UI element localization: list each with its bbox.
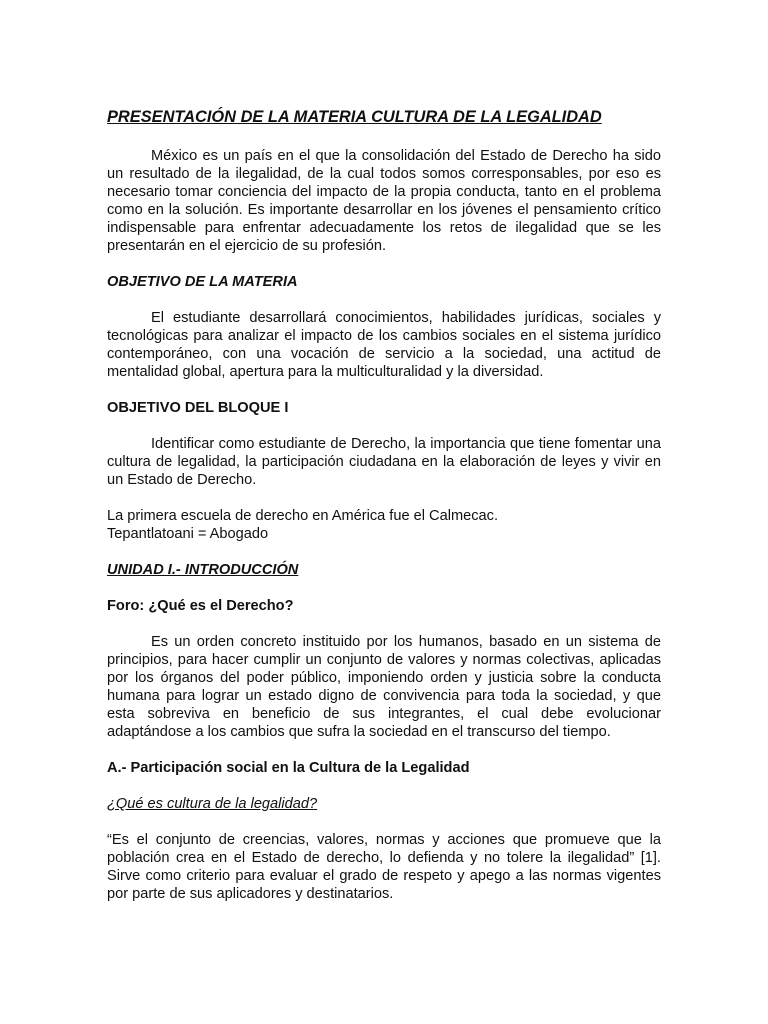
unidad-heading: UNIDAD I.- INTRODUCCIÓN	[107, 562, 299, 578]
objetivo-bloque-heading: OBJETIVO DEL BLOQUE I	[107, 400, 289, 416]
section-a-heading: A.- Participación social en la Cultura de la Legalidad	[107, 760, 470, 776]
note-line-calmecac: La primera escuela de derecho en América fue el Calmecac.	[107, 508, 498, 524]
note-line-tepantlatoani: Tepantlatoani = Abogado	[107, 526, 269, 542]
document-title: PRESENTACIÓN DE LA MATERIA CULTURA DE LA LEGALIDAD	[107, 108, 602, 126]
question-heading: ¿Qué es cultura de la legalidad?	[107, 796, 318, 812]
objetivo-materia-heading: OBJETIVO DE LA MATERIA	[107, 274, 298, 290]
objetivo-materia-paragraph: El estudiante desarrollará conocimientos, habilidades jurídicas, sociales y tecnológicas para analizar el impacto de los cambios sociales en el sistema jurídico contemporáneo, con una vocación de servicio a la sociedad, una actitud de mentalidad global, apertura para la multiculturalidad y la diversidad.	[107, 310, 661, 380]
intro-paragraph: México es un país en el que la consolidación del Estado de Derecho ha sido un resultado de la ilegalidad, de la cual todos somos corresponsables, por eso es necesario tomar conciencia del impacto de la propia conducta, tanto en el problema como en la solución. Es importante desarrollar en los jóvenes el pensamiento crítico indispensable para enfrentar adecuadamente los retos de ilegalidad que se les presentarán en el ejercicio de su profesión.	[107, 148, 661, 254]
objetivo-bloque-paragraph: Identificar como estudiante de Derecho, la importancia que tiene fomentar una cultura de legalidad, la participación ciudadana en la elaboración de leyes y vivir en un Estado de Derecho.	[107, 436, 661, 488]
definition-paragraph: “Es el conjunto de creencias, valores, normas y acciones que promueve que la población crea en el Estado de derecho, lo defienda y no tolere la ilegalidad” [1]. Sirve como criterio para evaluar el grado de respeto y apego a las normas vigentes por parte de sus aplicadores y destinatarios.	[107, 832, 661, 902]
foro-paragraph: Es un orden concreto instituido por los humanos, basado en un sistema de principios, para hacer cumplir un conjunto de valores y normas colectivas, aplicadas por los órganos del poder público, imponiendo orden y justicia sobre la conducta humana para lograr un estado digno de convivencia para toda la sociedad, y que esta sobreviva en beneficio de sus integrantes, el cual debe evolucionar adaptándose a los cambios que sufra la sociedad en el transcurso del tiempo.	[107, 634, 661, 740]
foro-heading: Foro: ¿Qué es el Derecho?	[107, 598, 294, 614]
document-page	[107, 106, 661, 903]
